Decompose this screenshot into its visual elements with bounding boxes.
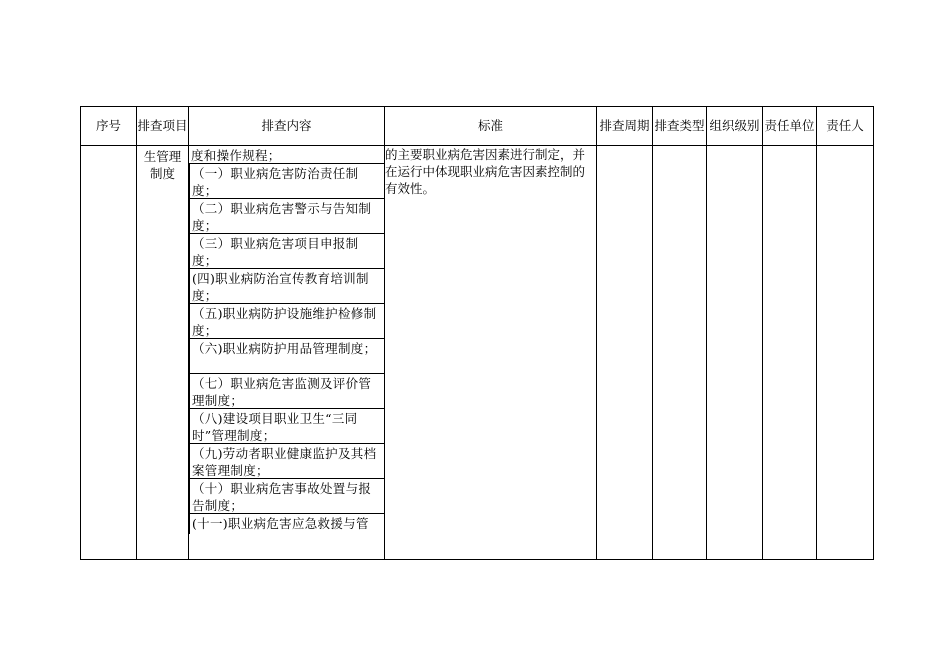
content-item: (四)职业病防治宣传教育培训制度； xyxy=(189,269,384,304)
cell-person xyxy=(817,146,874,560)
header-unit: 责任单位 xyxy=(763,107,817,146)
cell-period xyxy=(597,146,653,560)
content-item: （十）职业病危害事故处置与报告制度； xyxy=(189,479,384,514)
header-standard: 标准 xyxy=(385,107,597,146)
cell-org-level xyxy=(707,146,763,560)
content-item: （三）职业病危害项目申报制度； xyxy=(189,234,384,269)
content-item: (十一)职业病危害应急救援与管 xyxy=(189,514,384,534)
header-type: 排查类型 xyxy=(653,107,707,146)
content-item: （九)劳动者职业健康监护及其档案管理制度； xyxy=(189,444,384,479)
cell-type xyxy=(653,146,707,560)
header-org-level: 组织级别 xyxy=(707,107,763,146)
cell-standard: 的主要职业病危害因素进行制定，并在运行中体现职业病危害因素控制的有效性。 xyxy=(385,146,597,560)
header-project: 排查项目 xyxy=(137,107,189,146)
table-row xyxy=(81,146,874,560)
cell-unit xyxy=(763,146,817,560)
cell-seq xyxy=(81,146,137,560)
header-content: 排查内容 xyxy=(189,107,385,146)
content-item: （一）职业病危害防治责任制度； xyxy=(189,164,384,199)
cell-project: 生管理制度 xyxy=(137,146,189,560)
cell-content xyxy=(189,146,385,560)
content-item: （六)职业病防护用品管理制度； xyxy=(189,339,384,374)
content-item: （二）职业病危害警示与告知制度； xyxy=(189,199,384,234)
content-item: （五)职业病防护设施维护检修制度； xyxy=(189,304,384,339)
inspection-table xyxy=(80,106,874,560)
content-item: 度和操作规程； xyxy=(189,146,384,164)
header-person: 责任人 xyxy=(817,107,874,146)
header-row xyxy=(81,107,874,146)
content-item: （八)建设项目职业卫生“三同时”管理制度； xyxy=(189,409,384,444)
header-period: 排查周期 xyxy=(597,107,653,146)
content-item: （七）职业病危害监测及评价管理制度； xyxy=(189,374,384,409)
header-seq: 序号 xyxy=(81,107,137,146)
